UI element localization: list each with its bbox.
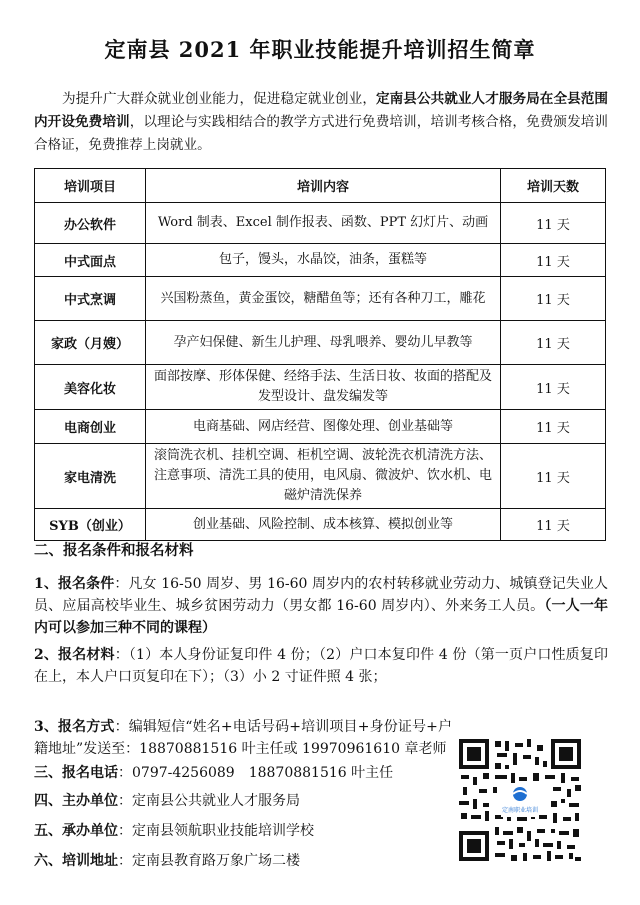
course-name: 家政（月嫂） — [35, 321, 146, 365]
course-name: 办公软件 — [35, 203, 146, 244]
section-6-address — [34, 850, 452, 872]
course-days: 11 天 — [501, 244, 606, 277]
header-days: 培训天数 — [501, 169, 606, 203]
course-table — [34, 168, 606, 541]
intro-highlight: 定南县公共就业人才服务局在全县范围内开设免费培训 — [34, 91, 609, 130]
phone-text: ：0797-4256089 18870881516 叶主任 — [118, 765, 394, 781]
course-content: 电商基础、网店经营、图像处理、创业基础等 — [146, 410, 501, 444]
course-days: 11 天 — [501, 410, 606, 444]
course-name: SYB（创业） — [35, 509, 146, 541]
table-header-row — [35, 169, 606, 203]
registration-conditions — [34, 573, 608, 639]
conditions-note: （一人一年内可以参加三种不同的课程） — [34, 598, 609, 636]
registration-materials — [34, 644, 608, 688]
qr-code — [457, 737, 583, 863]
course-name: 中式面点 — [35, 244, 146, 277]
qr-caption: 定南职业培训 — [501, 807, 539, 814]
address-text: ：定南县教育路万象广场二楼 — [118, 853, 300, 869]
section-2-heading: 二、报名条件和报名材料 — [34, 542, 194, 559]
intro-paragraph — [34, 88, 608, 157]
course-days: 11 天 — [501, 509, 606, 541]
course-days: 11 天 — [501, 203, 606, 244]
course-name: 电商创业 — [35, 410, 146, 444]
course-content: 孕产妇保健、新生儿护理、母乳喂养、婴幼儿早教等 — [146, 321, 501, 365]
materials-label: 2、报名材料 — [34, 647, 115, 663]
materials-text: ：（1）本人身份证复印件 4 份；（2）户口本复印件 4 份（第一页户口性质复印在上，本人户口页复印在下）；（3）小 2 寸证件照 4 张； — [34, 647, 608, 685]
conditions-label: 1、报名条件 — [34, 576, 115, 592]
course-content: Word 制表、Excel 制作报表、函数、PPT 幻灯片、动画 — [146, 203, 501, 244]
registration-method — [34, 716, 452, 760]
section-4-organizer — [34, 790, 452, 812]
course-content: 包子，馒头，水晶饺，油条，蛋糕等 — [146, 244, 501, 277]
intro-text-2: ，以理论与实践相结合的教学方式进行免费培训，培训考核合格，免费颁发培训合格证，免费推荐上岗就业。 — [34, 114, 609, 153]
course-days: 11 天 — [501, 444, 606, 509]
course-name: 中式烹调 — [35, 277, 146, 321]
header-content: 培训内容 — [146, 169, 501, 203]
address-label: 六、培训地址 — [34, 853, 118, 869]
host-label: 五、承办单位 — [34, 823, 118, 839]
host-text: ：定南县领航职业技能培训学校 — [118, 823, 314, 839]
page-title: 定南县 2021 年职业技能提升培训招生简章 — [104, 37, 536, 62]
method-label: 3、报名方式 — [34, 719, 115, 735]
table-row — [35, 203, 606, 244]
course-content: 面部按摩、形体保健、经络手法、生活日妆、妆面的搭配及发型设计、盘发编发等 — [146, 365, 501, 410]
course-content: 滚筒洗衣机、挂机空调、柜机空调、波轮洗衣机清洗方法、注意事项、清洗工具的使用，电风扇、微波炉、饮水机、电磁炉清洗保养 — [146, 444, 501, 509]
table-row — [35, 321, 606, 365]
table-row — [35, 509, 606, 541]
table-row — [35, 244, 606, 277]
table-row — [35, 410, 606, 444]
qr-logo-icon — [513, 787, 527, 801]
table-row — [35, 444, 606, 509]
intro-text-1: 为提升广大群众就业创业能力，促进稳定就业创业， — [62, 91, 376, 107]
course-content: 兴国粉蒸鱼，黄金蛋饺，糖醋鱼等；还有各种刀工，雕花 — [146, 277, 501, 321]
course-days: 11 天 — [501, 365, 606, 410]
course-name: 家电清洗 — [35, 444, 146, 509]
table-row — [35, 365, 606, 410]
method-text: ：编辑短信“姓名+电话号码+培训项目+身份证号+户籍地址”发送至：18870881516 叶主任或 19970961610 章老师 — [34, 719, 452, 757]
phone-label: 三、报名电话 — [34, 765, 118, 781]
section-5-host — [34, 820, 452, 842]
table-row — [35, 277, 606, 321]
section-3-phone — [34, 762, 452, 784]
header-project: 培训项目 — [35, 169, 146, 203]
course-days: 11 天 — [501, 321, 606, 365]
course-days: 11 天 — [501, 277, 606, 321]
course-content: 创业基础、风险控制、成本核算、模拟创业等 — [146, 509, 501, 541]
organizer-text: ：定南县公共就业人才服务局 — [118, 793, 300, 809]
course-name: 美容化妆 — [35, 365, 146, 410]
conditions-text: ：凡女 16-50 周岁、男 16-60 周岁内的农村转移就业劳动力、城镇登记失业人员、应届高校毕业生、城乡贫困劳动力（男女都 16-60 周岁内）、外来务工人员。 — [34, 576, 608, 614]
organizer-label: 四、主办单位 — [34, 793, 118, 809]
